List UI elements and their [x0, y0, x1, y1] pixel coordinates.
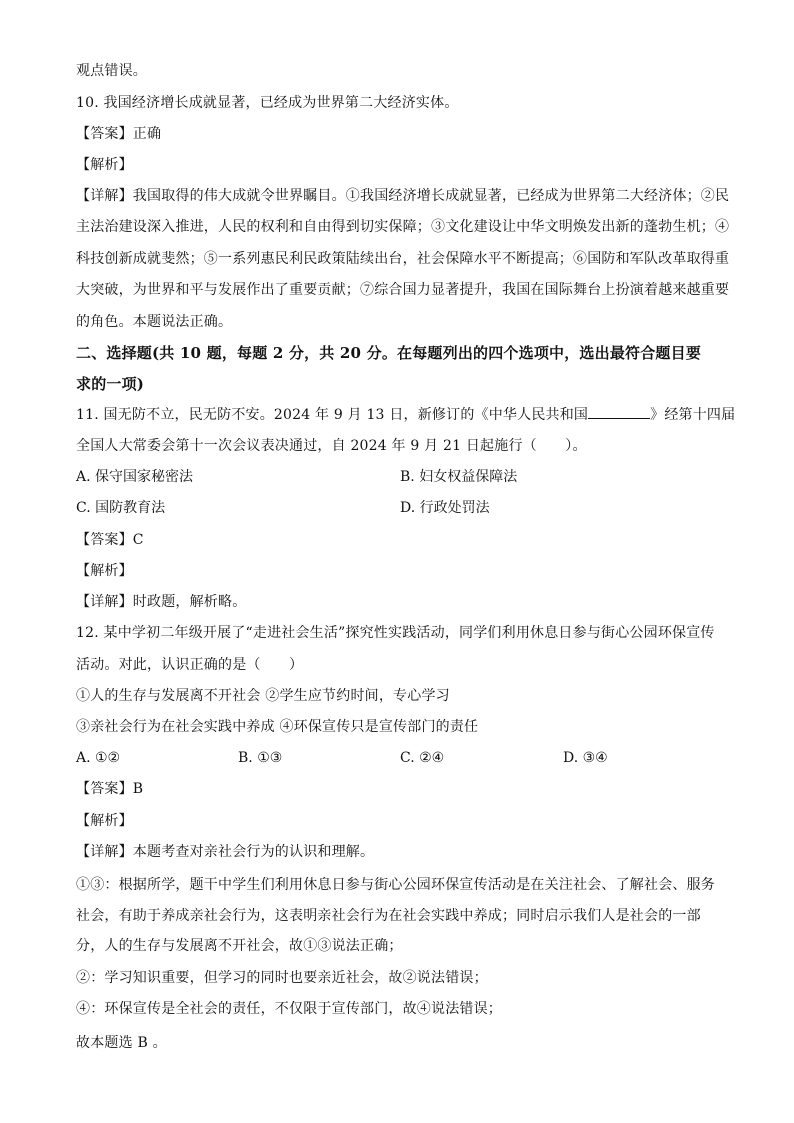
option-d: D. 行政处罚法 — [400, 500, 490, 516]
analysis-label: 【解析】 — [76, 813, 133, 829]
option-c: C. 国防教育法 — [76, 500, 166, 516]
detail-text: 【详解】本题考查对亲社会行为的认识和理解。 — [76, 844, 375, 860]
option-a: A. 保守国家秘密法 — [76, 469, 194, 485]
detail-text: 的角色。本题说法正确。 — [76, 314, 233, 330]
explanation-line: ①③：根据所学，题干中学生们利用休息日参与街心公园环保宣传活动是在关注社会、了解社会、服务 — [76, 877, 715, 893]
explanation-line: 分，人的生存与发展离不开社会，故①③说法正确； — [76, 938, 403, 954]
detail-text: 大突破，为世界和平与发展作出了重要贡献；⑦综合国力显著提升，我国在国际舞台上扮演着越来越重要 — [76, 282, 730, 298]
option-b: B. ①③ — [238, 750, 283, 766]
option-d: D. ③④ — [563, 750, 608, 766]
section-heading: 二、选择题(共 10 题，每题 2 分，共 20 分。在每题列出的四个选项中，选出最符合题目要 — [76, 344, 702, 362]
question-12-cont: 活动。对此，认识正确的是（ ） — [76, 657, 304, 673]
statement-line: ①人的生存与发展离不开社会 ②学生应节约时间，专心学习 — [76, 688, 450, 704]
explanation-line: ②：学习知识重要，但学习的同时也要亲近社会，故②说法错误； — [76, 970, 488, 986]
option-c: C. ②④ — [400, 750, 445, 766]
question-11-text-a: 11. 国无防不立，民无防不安。2024 年 9 月 13 日，新修订的《中华人民共和国 — [76, 407, 589, 423]
detail-text: 【详解】我国取得的伟大成就令世界瞩目。①我国经济增长成就显著，已经成为世界第二大经济体；②民 — [76, 188, 730, 204]
option-b: B. 妇女权益保障法 — [400, 469, 518, 485]
conclusion-line: 故本题选 B 。 — [76, 1035, 167, 1051]
detail-text: 【详解】时政题，解析略。 — [76, 594, 247, 610]
answer-label: 【答案】C — [76, 532, 144, 548]
text-line: 观点错误。 — [76, 63, 147, 79]
question-11-cont: 全国人大常委会第十一次会议表决通过，自 2024 年 9 月 21 日起施行（ ）。 — [76, 438, 587, 454]
explanation-line: ④：环保宣传是全社会的责任，不仅限于宣传部门，故④说法错误； — [76, 1001, 502, 1017]
fill-blank — [588, 406, 650, 419]
section-heading-cont: 求的一项) — [76, 375, 145, 393]
statement-line: ③亲社会行为在社会实践中养成 ④环保宣传只是宣传部门的责任 — [76, 719, 479, 735]
explanation-line: 社会，有助于养成亲社会行为，这表明亲社会行为在社会实践中养成；同时启示我们人是社会的一部 — [76, 908, 701, 924]
analysis-label: 【解析】 — [76, 157, 133, 173]
question-12: 12. 某中学初二年级开展了“走进社会生活”探究性实践活动，同学们利用休息日参与街心公园环保宣传 — [76, 625, 715, 641]
detail-text: 主法治建设深入推进，人民的权利和自由得到切实保障；③文化建设让中华文明焕发出新的蓬勃生机；④ — [76, 219, 730, 235]
detail-text: 科技创新成就斐然；⑤一系列惠民利民政策陆续出台，社会保障水平不断提高；⑥国防和军队改革取得重 — [76, 251, 730, 267]
question-11-text-b: 》经第十四届 — [650, 407, 736, 423]
question-10: 10. 我国经济增长成就显著，已经成为世界第二大经济实体。 — [76, 95, 459, 111]
answer-label: 【答案】正确 — [76, 126, 162, 142]
answer-label: 【答案】B — [76, 781, 144, 797]
option-a: A. ①② — [76, 750, 121, 766]
analysis-label: 【解析】 — [76, 563, 133, 579]
question-11 — [76, 405, 735, 425]
